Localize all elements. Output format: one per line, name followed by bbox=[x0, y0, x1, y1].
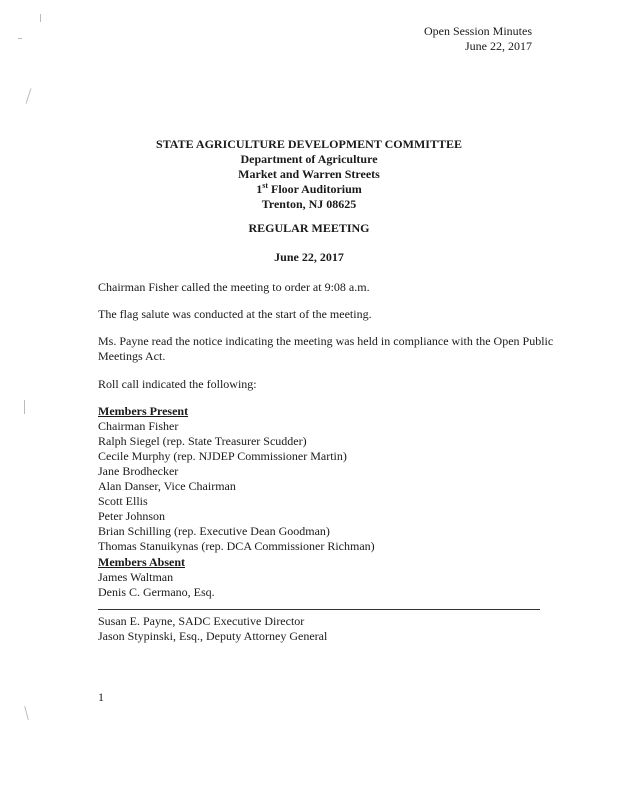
floor-location: 1st Floor Auditorium bbox=[256, 181, 362, 196]
meeting-type: REGULAR MEETING bbox=[248, 221, 370, 235]
notice-paragraph: Ms. Payne read the notice indicating the meeting was held in compliance with the Open Public Meetings Act. bbox=[98, 334, 554, 363]
roll-call-paragraph: Roll call indicated the following: bbox=[98, 377, 257, 391]
title-block bbox=[0, 137, 618, 212]
call-to-order-paragraph: Chairman Fisher called the meeting to order at 9:08 a.m. bbox=[98, 280, 370, 294]
city-address: Trenton, NJ 08625 bbox=[261, 197, 357, 211]
list-item: Chairman Fisher bbox=[98, 419, 179, 433]
list-item: Susan E. Payne, SADC Executive Director bbox=[98, 614, 305, 628]
scan-speck bbox=[40, 14, 41, 22]
list-item: Denis C. Germano, Esq. bbox=[98, 585, 215, 599]
street-address: Market and Warren Streets bbox=[238, 167, 380, 181]
scan-speck bbox=[18, 38, 22, 39]
meeting-date: June 22, 2017 bbox=[274, 250, 344, 264]
list-item: Scott Ellis bbox=[98, 494, 148, 508]
members-absent-section bbox=[98, 555, 215, 600]
list-item: Cecile Murphy (rep. NJDEP Commissioner Martin) bbox=[98, 449, 347, 463]
flag-salute-paragraph: The flag salute was conducted at the start of the meeting. bbox=[98, 307, 372, 321]
page-header bbox=[424, 24, 532, 54]
staff-section bbox=[98, 614, 327, 644]
members-present-heading: Members Present bbox=[98, 404, 189, 418]
list-item: Ralph Siegel (rep. State Treasurer Scudder) bbox=[98, 434, 307, 448]
list-item: Brian Schilling (rep. Executive Dean Goodman) bbox=[98, 524, 330, 538]
page-number: 1 bbox=[98, 690, 104, 704]
list-item: Peter Johnson bbox=[98, 509, 165, 523]
list-item: James Waltman bbox=[98, 570, 174, 584]
list-item: Thomas Stanuikynas (rep. DCA Commissioner Richman) bbox=[98, 539, 375, 553]
scan-speck bbox=[26, 88, 32, 104]
section-divider bbox=[98, 609, 540, 610]
list-item: Jane Brodhecker bbox=[98, 464, 179, 478]
header-title: Open Session Minutes bbox=[424, 24, 532, 38]
members-present-section bbox=[98, 404, 375, 554]
department-name: Department of Agriculture bbox=[240, 152, 378, 166]
header-date: June 22, 2017 bbox=[465, 39, 532, 53]
list-item: Jason Stypinski, Esq., Deputy Attorney General bbox=[98, 629, 328, 643]
list-item: Alan Danser, Vice Chairman bbox=[98, 479, 236, 493]
scan-speck bbox=[24, 400, 25, 414]
scan-speck bbox=[24, 706, 29, 720]
committee-name: STATE AGRICULTURE DEVELOPMENT COMMITTEE bbox=[156, 137, 462, 151]
members-absent-heading: Members Absent bbox=[98, 555, 185, 569]
